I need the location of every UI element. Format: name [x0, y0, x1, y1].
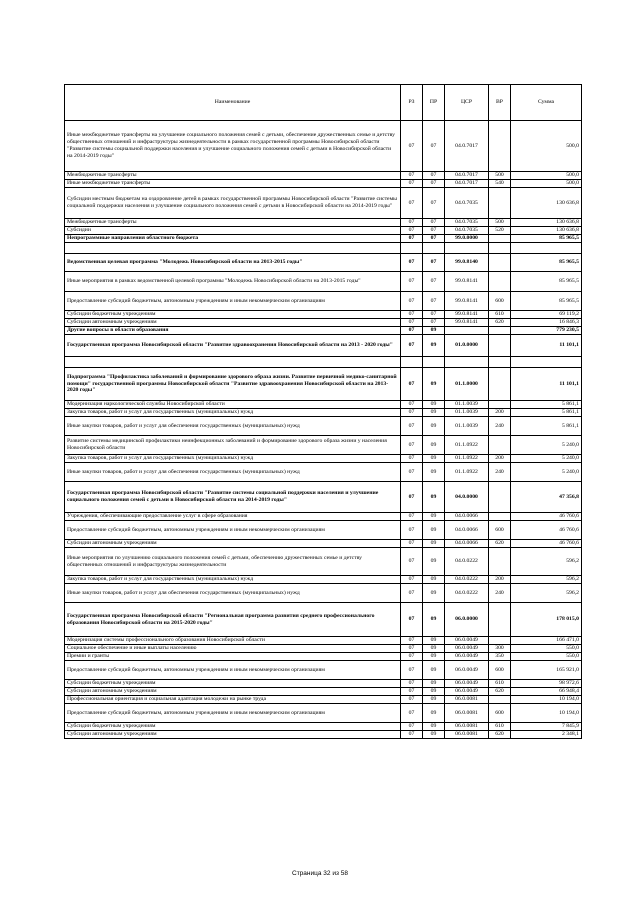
cell-sum: 165 921,0	[511, 661, 582, 680]
table-row	[65, 653, 582, 661]
cell-vr	[489, 436, 511, 455]
cell-csr: 04.0.7035	[445, 227, 489, 235]
cell-pr: 09	[423, 723, 445, 731]
cell-vr	[489, 272, 511, 292]
cell-vr: 240	[489, 417, 511, 436]
cell-name: Непрограммные направления областного бюджета	[65, 235, 401, 243]
cell-csr: 99.0.8141	[445, 272, 489, 292]
cell-sum: 85 965,5	[511, 235, 582, 243]
cell-pr: 09	[423, 409, 445, 417]
cell-rz: 07	[401, 584, 423, 603]
cell-sum: 66 948,4	[511, 688, 582, 696]
cell-pr: 07	[423, 188, 445, 219]
cell-name: Субсидии бюджетным учреждениям	[65, 723, 401, 731]
table-row	[65, 731, 582, 739]
table-row	[65, 540, 582, 548]
cell-name: Иные закупки товаров, работ и услуг для обеспечения государственных (муниципальных) нужд	[65, 584, 401, 603]
cell-name: Субсидии автономным учреждениям	[65, 319, 401, 327]
cell-csr: 04.0.7035	[445, 219, 489, 227]
cell-sum: 550,0	[511, 653, 582, 661]
cell-name	[65, 243, 401, 254]
cell-rz: 07	[401, 696, 423, 704]
table-row	[65, 603, 582, 637]
cell-pr: 09	[423, 603, 445, 637]
table-row	[65, 723, 582, 731]
table-row	[65, 327, 582, 335]
table-row	[65, 696, 582, 704]
cell-pr: 07	[423, 311, 445, 319]
cell-sum: 178 015,0	[511, 603, 582, 637]
header-vr: ВР	[489, 85, 511, 121]
cell-rz: 07	[401, 704, 423, 723]
table-row	[65, 180, 582, 188]
header-name: Наименование	[65, 85, 401, 121]
cell-pr: 09	[423, 327, 445, 335]
cell-pr: 07	[423, 121, 445, 172]
cell-name: Премии и гранты	[65, 653, 401, 661]
cell-name: Предоставление субсидий бюджетным, автономным учреждениям и иным некоммерческим организациям	[65, 521, 401, 540]
cell-sum: 130 636,8	[511, 188, 582, 219]
cell-csr	[445, 357, 489, 368]
cell-vr: 620	[489, 540, 511, 548]
cell-vr	[489, 188, 511, 219]
table-row	[65, 368, 582, 401]
cell-rz: 07	[401, 227, 423, 235]
cell-pr: 07	[423, 227, 445, 235]
table-row	[65, 661, 582, 680]
cell-rz: 07	[401, 292, 423, 311]
table-header-row	[65, 85, 582, 121]
cell-pr: 09	[423, 482, 445, 513]
cell-name: Модернизация наркологической службы Новосибирской области	[65, 401, 401, 409]
table-row	[65, 704, 582, 723]
cell-sum: 10 194,0	[511, 704, 582, 723]
cell-sum: 779 230,5	[511, 327, 582, 335]
cell-vr: 610	[489, 723, 511, 731]
cell-vr	[489, 335, 511, 357]
cell-vr	[489, 637, 511, 645]
cell-pr: 09	[423, 463, 445, 482]
cell-rz: 07	[401, 637, 423, 645]
cell-pr: 09	[423, 661, 445, 680]
cell-csr: 04.0.0066	[445, 540, 489, 548]
cell-vr	[489, 482, 511, 513]
cell-sum: 166 471,0	[511, 637, 582, 645]
cell-sum: 550,0	[511, 645, 582, 653]
cell-name: Ведомственная целевая программа "Молодежь Новосибирской области на 2013-2015 годы"	[65, 254, 401, 272]
cell-csr: 04.0.0222	[445, 548, 489, 576]
cell-csr: 06.0.0049	[445, 688, 489, 696]
cell-csr: 06.0.0049	[445, 653, 489, 661]
cell-csr: 06.0.0049	[445, 637, 489, 645]
cell-pr: 09	[423, 645, 445, 653]
cell-pr: 09	[423, 417, 445, 436]
cell-vr: 520	[489, 227, 511, 235]
cell-name: Государственная программа Новосибирской области "Региональная программа развития среднего профессионального образования Новосибирской области на 2015-2020 годы"	[65, 603, 401, 637]
cell-vr: 200	[489, 455, 511, 463]
cell-name: Межбюджетные трансферты	[65, 219, 401, 227]
table-row	[65, 272, 582, 292]
cell-vr	[489, 368, 511, 401]
cell-pr: 09	[423, 688, 445, 696]
cell-pr: 09	[423, 335, 445, 357]
cell-pr: 09	[423, 696, 445, 704]
header-rz: РЗ	[401, 85, 423, 121]
cell-pr: 09	[423, 401, 445, 409]
cell-name: Субсидии автономным учреждениям	[65, 688, 401, 696]
table-row	[65, 513, 582, 521]
cell-pr: 09	[423, 584, 445, 603]
table-row	[65, 576, 582, 584]
cell-vr	[489, 357, 511, 368]
cell-rz: 07	[401, 172, 423, 180]
cell-name: Закупка товаров, работ и услуг для государственных (муниципальных) нужд	[65, 576, 401, 584]
table-row	[65, 436, 582, 455]
cell-vr: 500	[489, 219, 511, 227]
cell-csr: 99.0.8140	[445, 254, 489, 272]
cell-vr: 350	[489, 653, 511, 661]
cell-csr: 01.1.0922	[445, 463, 489, 482]
cell-sum: 5 240,0	[511, 463, 582, 482]
cell-sum: 98 972,6	[511, 680, 582, 688]
cell-rz: 07	[401, 436, 423, 455]
cell-rz: 07	[401, 680, 423, 688]
cell-name: Иные межбюджетные трансферты на улучшение социального положения семей с детьми, обеспечение дружественных семье и детству общественных отношений и инфраструктуры жизнедеятельности в рамках государственной программы Новосибирской области "Развитие системы социальной поддержки населения и улучшение социального положения семей с детьми в Новосибирской области на 2014-2019 годы"	[65, 121, 401, 172]
cell-vr	[489, 254, 511, 272]
header-csr: ЦСР	[445, 85, 489, 121]
cell-name: Профессиональная ориентация и социальная адаптация молодежи на рынке труда	[65, 696, 401, 704]
cell-name: Модернизация системы профессионального образования Новосибирской области	[65, 637, 401, 645]
cell-sum: 5 240,0	[511, 436, 582, 455]
cell-pr: 07	[423, 292, 445, 311]
cell-sum: 130 636,8	[511, 219, 582, 227]
cell-name: Предоставление субсидий бюджетным, автономным учреждениям и иным некоммерческим организациям	[65, 292, 401, 311]
cell-sum: 5 861,1	[511, 417, 582, 436]
cell-sum: 85 965,5	[511, 272, 582, 292]
cell-rz: 07	[401, 368, 423, 401]
cell-vr: 610	[489, 680, 511, 688]
cell-sum: 7 845,9	[511, 723, 582, 731]
cell-vr	[489, 513, 511, 521]
table-row	[65, 521, 582, 540]
cell-csr: 06.0.0049	[445, 645, 489, 653]
cell-rz: 07	[401, 235, 423, 243]
cell-name: Закупка товаров, работ и услуг для государственных (муниципальных) нужд	[65, 455, 401, 463]
cell-csr: 01.1.0039	[445, 417, 489, 436]
cell-name: Субсидии бюджетным учреждениям	[65, 311, 401, 319]
table-row	[65, 482, 582, 513]
cell-rz: 07	[401, 603, 423, 637]
cell-rz: 07	[401, 409, 423, 417]
cell-vr: 620	[489, 731, 511, 739]
cell-rz: 07	[401, 272, 423, 292]
header-sum: Сумма	[511, 85, 582, 121]
cell-rz: 07	[401, 731, 423, 739]
cell-csr: 04.0.0066	[445, 513, 489, 521]
table-body	[65, 121, 582, 739]
table-row	[65, 235, 582, 243]
cell-rz: 07	[401, 311, 423, 319]
cell-name: Закупка товаров, работ и услуг для государственных (муниципальных) нужд	[65, 409, 401, 417]
cell-rz	[401, 243, 423, 254]
table-row	[65, 292, 582, 311]
cell-name: Субсидии местным бюджетам на оздоровление детей в рамках государственной программы Новосибирской области "Развитие системы социальной поддержки населения и улучшение социального положения семей с детьми в Новосибирской области на 2014-2019 годы"	[65, 188, 401, 219]
cell-name: Государственная программа Новосибирской области "Развитие здравоохранения Новосибирской области на 2013 - 2020 годы"	[65, 335, 401, 357]
cell-name: Межбюджетные трансферты	[65, 172, 401, 180]
cell-name: Иные мероприятия по улучшению социального положения семей с детьми, обеспечению дружественных семье и детству общественных отношений и инфраструктуры жизнедеятельности	[65, 548, 401, 576]
cell-name: Учреждения, обеспечивающие предоставление услуг в сфере образования	[65, 513, 401, 521]
table-row	[65, 243, 582, 254]
cell-sum	[511, 357, 582, 368]
cell-pr: 09	[423, 368, 445, 401]
cell-vr	[489, 243, 511, 254]
cell-csr: 04.0.0000	[445, 482, 489, 513]
cell-sum: 2 348,1	[511, 731, 582, 739]
header-pr: ПР	[423, 85, 445, 121]
cell-sum: 596,2	[511, 584, 582, 603]
cell-name: Государственная программа Новосибирской области "Развитие системы социальной поддержки населения и улучшение социального положения семей с детьми в Новосибирской области на 2014-2019 годы"	[65, 482, 401, 513]
cell-sum: 500,0	[511, 121, 582, 172]
cell-vr: 600	[489, 292, 511, 311]
cell-sum: 5 861,1	[511, 409, 582, 417]
cell-rz: 07	[401, 319, 423, 327]
cell-vr: 600	[489, 661, 511, 680]
cell-csr	[445, 327, 489, 335]
cell-sum: 5 861,1	[511, 401, 582, 409]
cell-sum: 47 356,8	[511, 482, 582, 513]
cell-csr: 04.0.7017	[445, 180, 489, 188]
cell-name: Развитие системы медицинской профилактики неинфекционных заболеваний и формирование здорового образа жизни у населения Новосибирской области	[65, 436, 401, 455]
cell-sum: 596,2	[511, 576, 582, 584]
cell-csr: 01.1.0039	[445, 401, 489, 409]
cell-sum: 500,0	[511, 180, 582, 188]
cell-pr: 09	[423, 680, 445, 688]
cell-sum: 10 194,0	[511, 696, 582, 704]
cell-rz: 07	[401, 653, 423, 661]
cell-csr: 04.0.0222	[445, 576, 489, 584]
cell-sum: 11 101,1	[511, 335, 582, 357]
cell-vr: 620	[489, 319, 511, 327]
cell-vr: 500	[489, 172, 511, 180]
cell-sum: 46 760,6	[511, 540, 582, 548]
cell-rz: 07	[401, 188, 423, 219]
cell-pr: 09	[423, 576, 445, 584]
cell-vr: 600	[489, 704, 511, 723]
cell-pr: 09	[423, 731, 445, 739]
table-row	[65, 401, 582, 409]
cell-pr: 07	[423, 235, 445, 243]
cell-name: Иные закупки товаров, работ и услуг для обеспечения государственных (муниципальных) нужд	[65, 417, 401, 436]
cell-pr: 07	[423, 219, 445, 227]
cell-csr: 06.0.0081	[445, 704, 489, 723]
cell-pr: 09	[423, 540, 445, 548]
table-row	[65, 455, 582, 463]
cell-sum: 46 760,6	[511, 521, 582, 540]
cell-pr: 09	[423, 436, 445, 455]
cell-pr: 09	[423, 704, 445, 723]
cell-rz: 07	[401, 417, 423, 436]
cell-sum: 69 119,2	[511, 311, 582, 319]
table-row	[65, 637, 582, 645]
cell-csr: 06.0.0000	[445, 603, 489, 637]
cell-rz: 07	[401, 327, 423, 335]
cell-rz: 07	[401, 254, 423, 272]
cell-csr: 06.0.0081	[445, 696, 489, 704]
cell-pr: 09	[423, 455, 445, 463]
cell-rz: 07	[401, 661, 423, 680]
cell-rz: 07	[401, 723, 423, 731]
cell-vr	[489, 327, 511, 335]
cell-vr: 300	[489, 645, 511, 653]
cell-csr: 06.0.0049	[445, 680, 489, 688]
cell-sum: 130 636,8	[511, 227, 582, 235]
cell-vr	[489, 548, 511, 576]
cell-pr: 07	[423, 254, 445, 272]
table-row	[65, 172, 582, 180]
cell-vr	[489, 401, 511, 409]
table-row	[65, 254, 582, 272]
table-row	[65, 357, 582, 368]
cell-pr: 07	[423, 172, 445, 180]
table-row	[65, 417, 582, 436]
table-row	[65, 121, 582, 172]
cell-rz: 07	[401, 688, 423, 696]
cell-name: Субсидии	[65, 227, 401, 235]
table-row	[65, 219, 582, 227]
cell-rz: 07	[401, 401, 423, 409]
cell-vr	[489, 235, 511, 243]
cell-name: Субсидии автономным учреждениям	[65, 731, 401, 739]
table-row	[65, 548, 582, 576]
cell-csr: 01.1.0922	[445, 436, 489, 455]
cell-rz: 07	[401, 576, 423, 584]
cell-csr: 04.0.0066	[445, 521, 489, 540]
page-footer: Страница 32 из 58	[292, 870, 348, 877]
cell-csr: 06.0.0081	[445, 731, 489, 739]
cell-vr: 620	[489, 688, 511, 696]
table-row	[65, 188, 582, 219]
cell-pr	[423, 357, 445, 368]
cell-vr	[489, 603, 511, 637]
table-row	[65, 311, 582, 319]
cell-pr: 09	[423, 521, 445, 540]
cell-rz	[401, 357, 423, 368]
cell-sum: 85 965,5	[511, 254, 582, 272]
cell-pr: 09	[423, 513, 445, 521]
cell-sum: 85 965,5	[511, 292, 582, 311]
cell-rz: 07	[401, 521, 423, 540]
cell-name: Предоставление субсидий бюджетным, автономным учреждениям и иным некоммерческим организациям	[65, 661, 401, 680]
cell-name: Подпрограмма "Профилактика заболеваний и формирование здорового образа жизни. Развитие первичной медико-санитарной помощи" государственной программы Новосибирской области "Развитие здравоохранения Новосибирской области на 2013-2020 годы"	[65, 368, 401, 401]
cell-vr: 240	[489, 584, 511, 603]
cell-name: Иные закупки товаров, работ и услуг для обеспечения государственных (муниципальных) нужд	[65, 463, 401, 482]
cell-rz: 07	[401, 513, 423, 521]
cell-rz: 07	[401, 463, 423, 482]
cell-rz: 07	[401, 219, 423, 227]
cell-csr: 04.0.7017	[445, 172, 489, 180]
cell-csr: 06.0.0081	[445, 723, 489, 731]
cell-csr: 04.0.0222	[445, 584, 489, 603]
cell-pr	[423, 243, 445, 254]
cell-rz: 07	[401, 180, 423, 188]
cell-vr	[489, 696, 511, 704]
table-row	[65, 584, 582, 603]
cell-csr: 01.1.0039	[445, 409, 489, 417]
cell-sum: 500,0	[511, 172, 582, 180]
cell-csr: 01.1.0000	[445, 368, 489, 401]
cell-name: Субсидии бюджетным учреждениям	[65, 680, 401, 688]
cell-name: Предоставление субсидий бюджетным, автономным учреждениям и иным некоммерческим организациям	[65, 704, 401, 723]
cell-name: Иные мероприятия в рамках ведомственной целевой программы "Молодежь Новосибирской области на 2013-2015 годы"	[65, 272, 401, 292]
table-row	[65, 319, 582, 327]
cell-pr: 07	[423, 272, 445, 292]
cell-rz: 07	[401, 645, 423, 653]
table-row	[65, 409, 582, 417]
cell-sum	[511, 243, 582, 254]
cell-vr: 200	[489, 409, 511, 417]
table-row	[65, 227, 582, 235]
table-row	[65, 335, 582, 357]
cell-csr: 06.0.0049	[445, 661, 489, 680]
cell-csr: 99.0.0000	[445, 235, 489, 243]
cell-rz: 07	[401, 548, 423, 576]
cell-rz: 07	[401, 540, 423, 548]
cell-csr: 01.1.0922	[445, 455, 489, 463]
cell-csr: 99.0.8141	[445, 319, 489, 327]
cell-pr: 09	[423, 653, 445, 661]
cell-rz: 07	[401, 455, 423, 463]
table-row	[65, 680, 582, 688]
cell-sum: 16 846,3	[511, 319, 582, 327]
cell-csr: 99.0.8141	[445, 311, 489, 319]
table-row	[65, 645, 582, 653]
cell-name	[65, 357, 401, 368]
cell-sum: 596,2	[511, 548, 582, 576]
cell-name: Социальное обеспечение и иные выплаты населению	[65, 645, 401, 653]
cell-csr: 04.0.7035	[445, 188, 489, 219]
cell-csr: 01.0.0000	[445, 335, 489, 357]
cell-sum: 46 760,6	[511, 513, 582, 521]
table-row	[65, 463, 582, 482]
cell-vr: 540	[489, 180, 511, 188]
cell-name: Другие вопросы в области образования	[65, 327, 401, 335]
cell-vr: 600	[489, 521, 511, 540]
cell-vr	[489, 121, 511, 172]
cell-vr: 610	[489, 311, 511, 319]
cell-name: Иные межбюджетные трансферты	[65, 180, 401, 188]
cell-pr: 09	[423, 548, 445, 576]
cell-rz: 07	[401, 335, 423, 357]
cell-name: Субсидии автономным учреждениям	[65, 540, 401, 548]
cell-vr: 240	[489, 463, 511, 482]
cell-rz: 07	[401, 121, 423, 172]
cell-vr: 200	[489, 576, 511, 584]
budget-table	[64, 84, 582, 739]
cell-sum: 5 240,0	[511, 455, 582, 463]
cell-pr: 07	[423, 319, 445, 327]
cell-pr: 09	[423, 637, 445, 645]
cell-csr: 99.0.8141	[445, 292, 489, 311]
cell-csr	[445, 243, 489, 254]
table-row	[65, 688, 582, 696]
cell-pr: 07	[423, 180, 445, 188]
cell-sum: 11 101,1	[511, 368, 582, 401]
cell-csr: 04.0.7017	[445, 121, 489, 172]
cell-rz: 07	[401, 482, 423, 513]
